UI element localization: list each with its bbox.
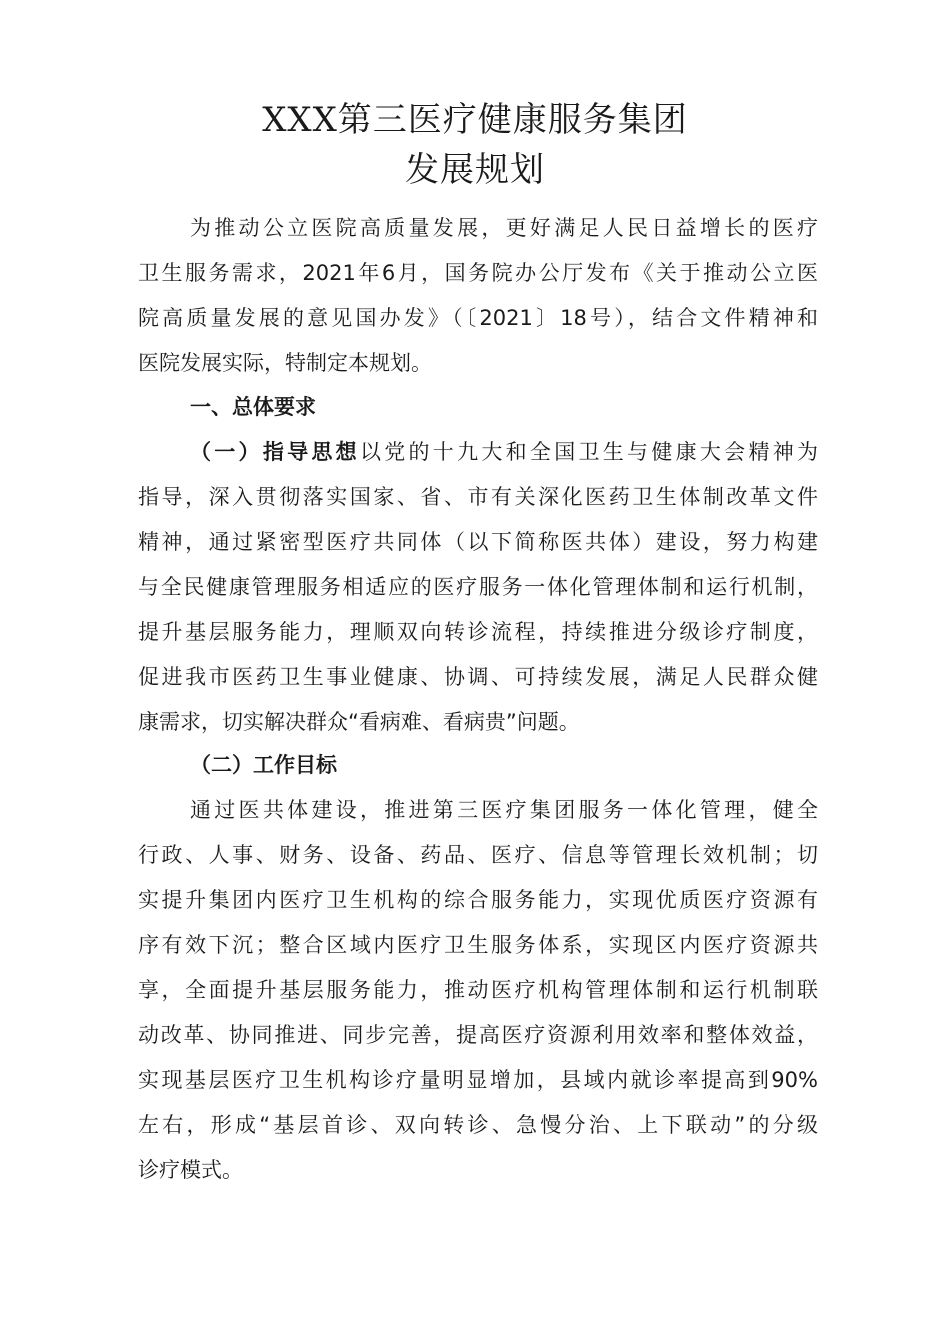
sub2-line: 通过医共体建设，推进第三医疗集团服务一体化管理，健全 <box>190 798 818 822</box>
sub1-line: 指导，深入贯彻落实国家、省、市有关深化医药卫生体制改革文件 <box>138 485 818 509</box>
sub2-line: 左右，形成“基层首诊、双向转诊、急慢分治、上下联动”的分级 <box>138 1113 818 1137</box>
section-heading: 一、总体要求 <box>190 395 316 419</box>
document-title-line1: XXX第三医疗健康服务集团 <box>262 100 688 140</box>
sub2-line: 行政、人事、财务、设备、药品、医疗、信息等管理长效机制；切 <box>138 843 818 867</box>
sub2-heading: （二）工作目标 <box>190 753 337 777</box>
sub1-line: 与全民健康管理服务相适应的医疗服务一体化管理体制和运行机制， <box>138 575 818 599</box>
sub2-line: 序有效下沉；整合区域内医疗卫生服务体系，实现区内医疗资源共 <box>138 933 818 957</box>
sub2-line: 实现基层医疗卫生机构诊疗量明显增加，县域内就诊率提高到90% <box>138 1068 818 1092</box>
sub2-line: 实提升集团内医疗卫生机构的综合服务能力，实现优质医疗资源有 <box>138 888 818 912</box>
intro-line: 卫生服务需求，2021年6月，国务院办公厅发布《关于推动公立医 <box>138 261 818 285</box>
sub1-first-line <box>190 437 818 467</box>
sub1-line: 促进我市医药卫生事业健康、协调、可持续发展，满足人民群众健 <box>138 665 818 689</box>
intro-line: 院高质量发展的意见国办发》（〔2021〕18号），结合文件精神和 <box>138 306 818 330</box>
sub2-line: 享，全面提升基层服务能力，推动医疗机构管理体制和运行机制联 <box>138 978 818 1002</box>
sub1-line: 精神，通过紧密型医疗共同体（以下简称医共体）建设，努力构建 <box>138 530 818 554</box>
sub1-first-line-text: 以党的十九大和全国卫生与健康大会精神为 <box>359 440 819 464</box>
sub2-line: 诊疗模式。 <box>138 1158 243 1182</box>
sub1-line: 康需求，切实解决群众“看病难、看病贵”问题。 <box>138 710 580 734</box>
document-title-line2: 发展规划 <box>405 150 545 190</box>
sub2-line: 动改革、协同推进、同步完善，提高医疗资源利用效率和整体效益， <box>138 1023 818 1047</box>
intro-line: 医院发展实际，特制定本规划。 <box>138 351 432 375</box>
sub1-heading: （一）指导思想 <box>190 440 360 464</box>
sub1-line: 提升基层服务能力，理顺双向转诊流程，持续推进分级诊疗制度， <box>138 620 818 644</box>
intro-line: 为推动公立医院高质量发展，更好满足人民日益增长的医疗 <box>190 216 818 240</box>
